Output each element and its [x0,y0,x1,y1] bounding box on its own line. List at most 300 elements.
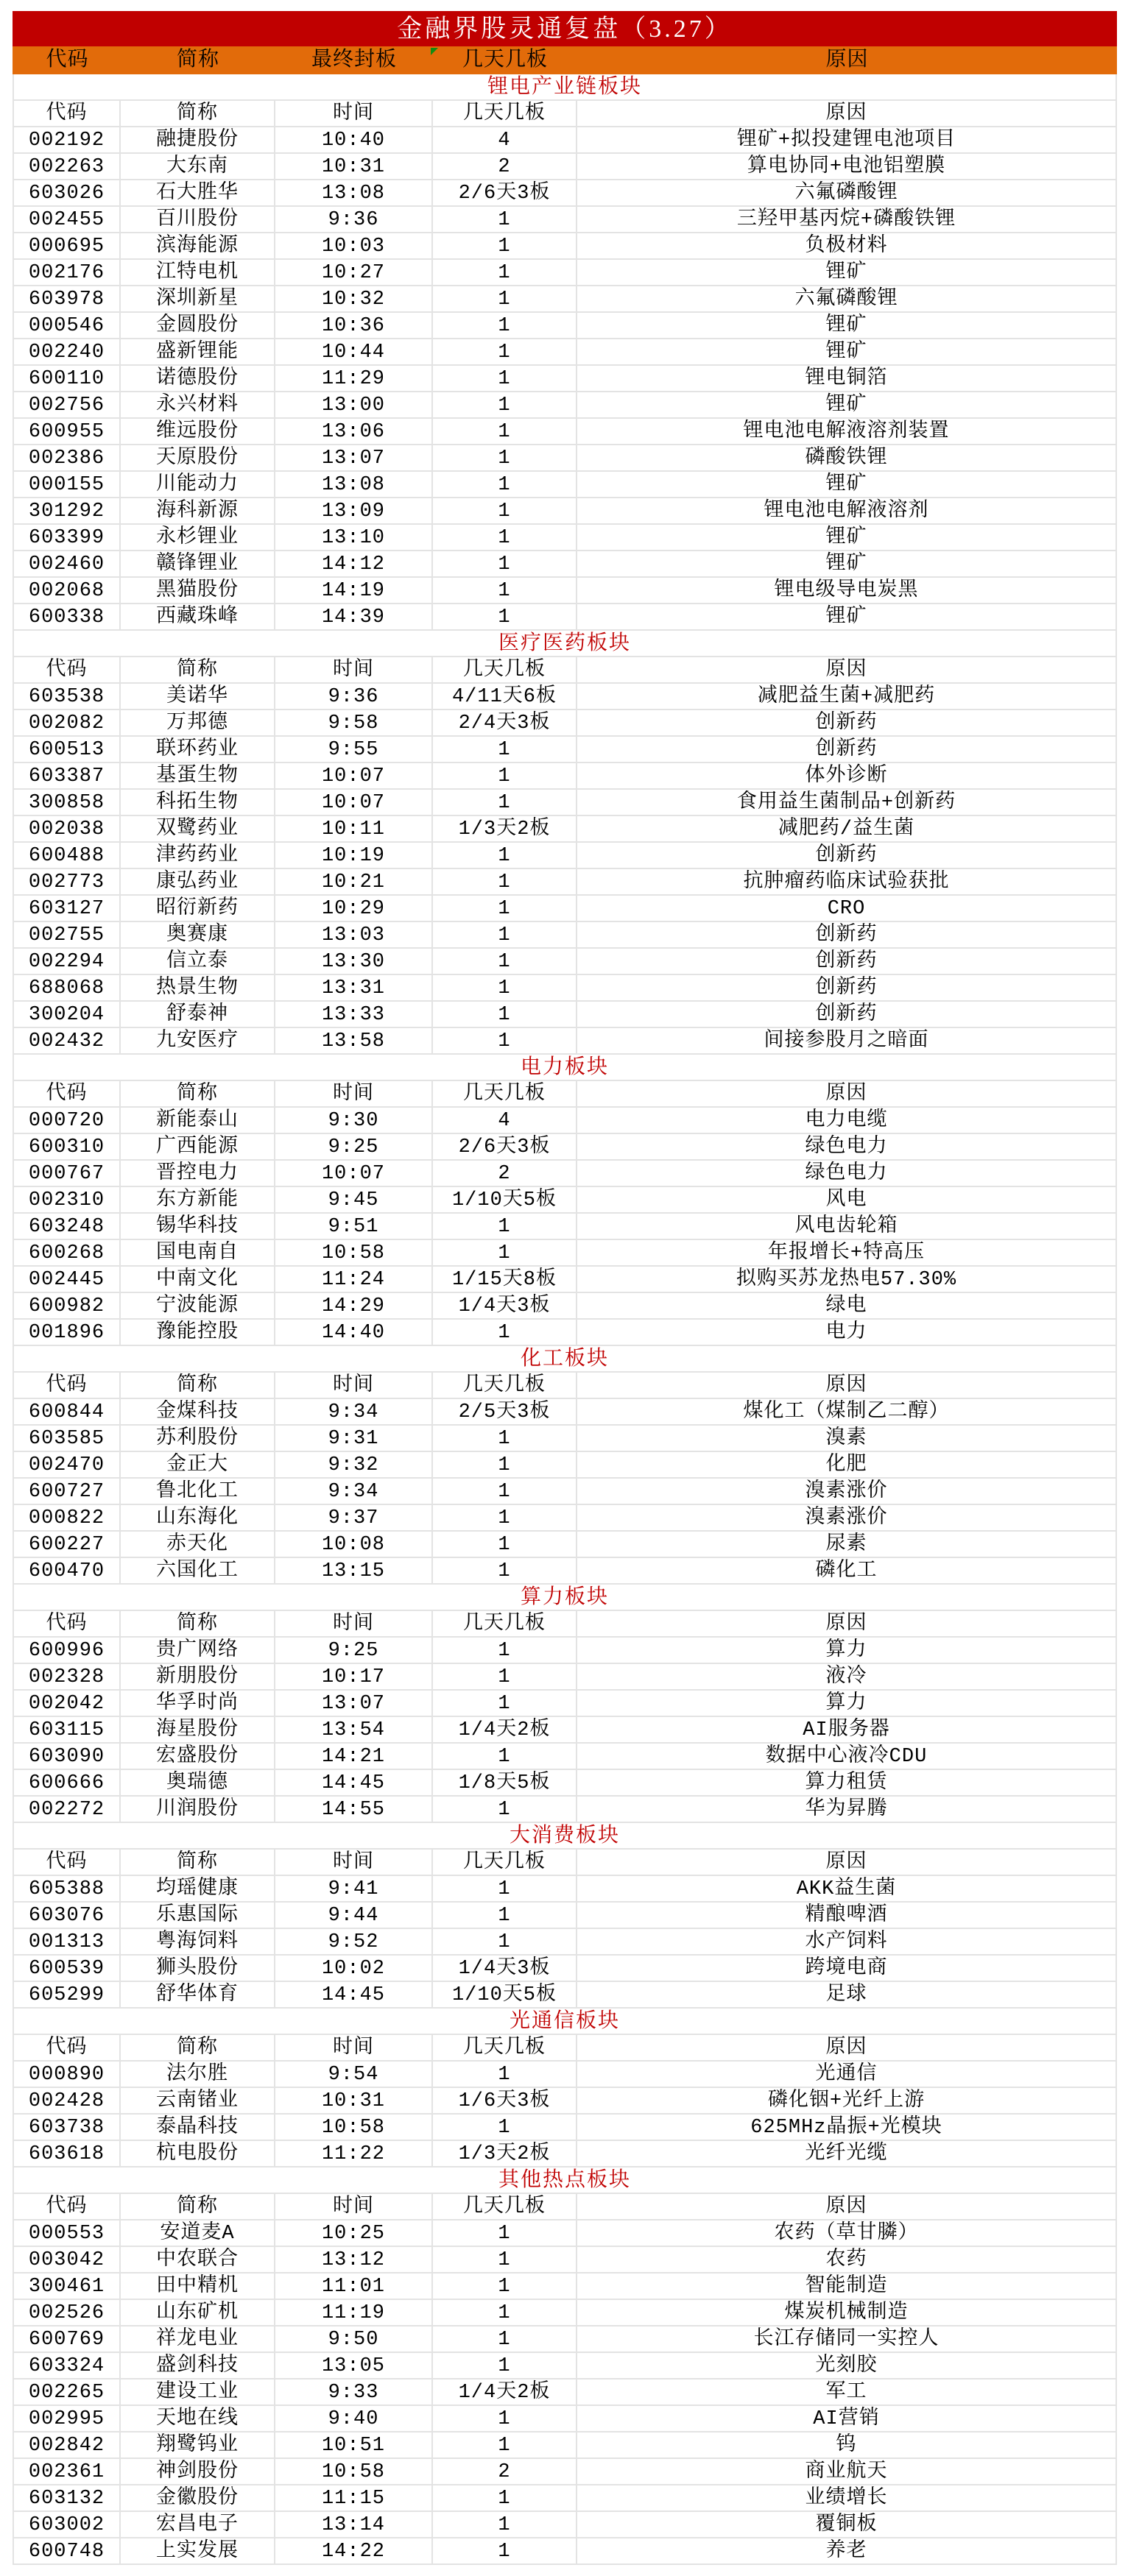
col-header-code: 代码 [14,1373,121,1398]
cell-time: 9:36 [275,684,433,709]
cell-code: 300858 [14,790,121,815]
main-header-final-seal-time: 最终封板 [311,49,397,72]
cell-days: 1 [433,2512,577,2537]
cell-code: 002176 [14,260,121,285]
cell-code: 600539 [14,1956,121,1981]
cell-code: 600748 [14,2538,121,2563]
cell-reason: 锂矿 [825,606,867,629]
cell-days: 1 [433,763,577,788]
section-power [14,1055,1115,1346]
cell-reason: AI服务器 [803,1719,890,1741]
cell-days: 1 [433,1876,577,1901]
section-optical-communication [14,2009,1115,2168]
cell-code: 002294 [14,949,121,974]
cell-code: 002272 [14,1797,121,1822]
cell-days: 4/11天6板 [433,684,577,709]
cell-days: 1 [433,2353,577,2378]
cell-days: 2/6天3板 [433,1134,577,1159]
cell-time: 10:40 [275,127,433,152]
cell-reason: 食用益生菌制品+创新药 [736,792,956,814]
cell-reason: 创新药 [815,845,878,867]
cell-days: 1 [433,1929,577,1954]
cell-name: 贵广网络 [121,1638,275,1663]
cell-days: 1/10天5板 [433,1982,577,2007]
table-row [14,2459,1115,2485]
cell-code: 002328 [14,1664,121,1689]
col-header-days: 几天几板 [433,1850,577,1875]
col-header-time: 时间 [275,1081,433,1106]
cell-name: 豫能控股 [121,1320,275,1345]
cell-reason: 六氟磷酸锂 [794,183,898,205]
table-row [14,2432,1115,2459]
cell-code: 002756 [14,392,121,417]
cell-reason: 覆铜板 [815,2514,878,2536]
cell-reason: 创新药 [815,712,878,735]
table-row [14,154,1115,180]
cell-code: 001313 [14,1929,121,1954]
cell-time: 10:44 [275,339,433,364]
cell-reason: 抗肿瘤药临床试验获批 [743,871,950,894]
table-row [14,1876,1115,1903]
cell-code: 603026 [14,180,121,205]
cell-name: 宏昌电子 [121,2512,275,2537]
cell-days: 1 [433,896,577,921]
cell-days: 1 [433,1240,577,1265]
column-header-row [14,1081,1115,1108]
cell-time: 9:41 [275,1876,433,1901]
col-header-reason: 原因 [825,659,867,682]
cell-time: 10:08 [275,1532,433,1557]
cell-name: 苏利股份 [121,1426,275,1451]
col-header-reason: 原因 [825,1613,867,1635]
main-header-reason: 原因 [825,49,869,72]
cell-reason: 锂矿 [825,553,867,576]
cell-reason: 电力 [825,1322,867,1344]
cell-name: 盛剑科技 [121,2353,275,2378]
cell-days: 1 [433,2300,577,2325]
cell-reason: 光通信 [815,2064,878,2086]
cell-time: 13:00 [275,392,433,417]
cell-code: 603115 [14,1717,121,1742]
cell-time: 11:19 [275,2300,433,2325]
cell-reason: 锂矿+拟投建锂电池项目 [736,130,956,152]
table-row [14,1187,1115,1214]
table-row [14,1479,1115,1505]
table-row [14,1744,1115,1770]
table-row [14,2088,1115,2115]
cell-reason: 溴素 [825,1428,867,1450]
table-row [14,1558,1115,1585]
cell-reason: 数据中心液冷CDU [765,1746,928,1768]
table-row [14,1929,1115,1956]
cell-name: 诺德股份 [121,366,275,391]
cell-reason: 溴素涨价 [805,1507,888,1529]
cell-reason: 锂电池电解液溶剂 [764,500,929,523]
cell-code: 603324 [14,2353,121,2378]
column-header-row [14,1850,1115,1876]
cell-name: 联环药业 [121,737,275,762]
cell-days: 1 [433,843,577,868]
cell-name: 法尔胜 [121,2062,275,2087]
cell-name: 六国化工 [121,1558,275,1583]
cell-name: 赤天化 [121,1532,275,1557]
cell-code: 605299 [14,1982,121,2007]
cell-reason: 锂矿 [825,342,867,364]
cell-code: 002995 [14,2406,121,2431]
table-row [14,2379,1115,2406]
table-row [14,1214,1115,1240]
table-row [14,472,1115,498]
cell-time: 13:12 [275,2247,433,2272]
cell-days: 1 [433,472,577,497]
cell-name: 天地在线 [121,2406,275,2431]
cell-time: 14:40 [275,1320,433,1345]
cell-days: 1/4天2板 [433,1717,577,1742]
col-header-code: 代码 [14,101,121,126]
cell-days: 1 [433,1028,577,1053]
cell-name: 乐惠国际 [121,1903,275,1928]
cell-time: 14:22 [275,2538,433,2563]
cell-reason: 锂矿 [825,474,867,496]
cell-name: 狮头股份 [121,1956,275,1981]
cell-reason: 锂电铜箔 [805,368,888,390]
cell-time: 10:29 [275,896,433,921]
col-header-name: 简称 [121,2035,275,2060]
cell-code: 603132 [14,2485,121,2510]
cell-name: 宁波能源 [121,1293,275,1318]
table-row [14,843,1115,869]
section-chemical [14,1346,1115,1585]
cell-code: 002755 [14,922,121,947]
section-lithium-battery [14,74,1115,631]
cell-days: 1 [433,2247,577,2272]
table-row [14,790,1115,816]
table-row [14,737,1115,763]
cell-time: 10:32 [275,286,433,311]
col-header-time: 时间 [275,1611,433,1636]
cell-name: 滨海能源 [121,233,275,258]
cell-days: 1 [433,1002,577,1027]
cell-time: 13:09 [275,498,433,523]
cell-days: 1 [433,1691,577,1716]
cell-code: 000553 [14,2221,121,2246]
cell-name: 国电南自 [121,1240,275,1265]
cell-code: 603387 [14,763,121,788]
main-header-code: 代码 [46,49,89,72]
cell-reason: 拟购买苏龙热电57.30% [736,1269,957,1291]
col-header-days: 几天几板 [433,1081,577,1106]
cell-time: 13:07 [275,445,433,470]
cell-days: 1 [433,551,577,576]
cell-time: 13:58 [275,1028,433,1053]
cell-days: 1 [433,1505,577,1530]
cell-days: 1 [433,1426,577,1451]
cell-code: 002038 [14,816,121,841]
cell-days: 1 [433,233,577,258]
cell-time: 9:36 [275,207,433,232]
cell-days: 1 [433,2221,577,2246]
cell-code: 002460 [14,551,121,576]
table-row [14,525,1115,551]
cell-days: 1 [433,1532,577,1557]
cell-days: 1 [433,2274,577,2299]
table-row [14,949,1115,975]
main-header-row [13,46,1117,74]
table-row [14,1770,1115,1797]
cell-time: 9:31 [275,1426,433,1451]
cell-days: 1/15天8板 [433,1267,577,1292]
cell-code: 002470 [14,1452,121,1477]
cell-name: 深圳新星 [121,286,275,311]
table-row [14,1267,1115,1293]
col-header-name: 简称 [121,1373,275,1398]
cell-code: 600227 [14,1532,121,1557]
cell-reason: 磷化工 [815,1560,878,1582]
cell-days: 1 [433,286,577,311]
cell-days: 1 [433,1744,577,1769]
cell-days: 1/3天2板 [433,816,577,841]
cell-code: 002386 [14,445,121,470]
main-header-days-boards: 几天几板 [462,49,548,72]
cell-name: 海科新源 [121,498,275,523]
cell-code: 600110 [14,366,121,391]
cell-days: 1 [433,869,577,894]
cell-days: 1 [433,2326,577,2352]
table-row [14,1664,1115,1691]
col-header-time: 时间 [275,1850,433,1875]
cell-time: 10:25 [275,2221,433,2246]
cell-code: 002265 [14,2379,121,2405]
cell-reason: 算电协同+电池铝塑膜 [747,156,946,178]
cell-reason: 六氟磷酸锂 [794,289,898,311]
cell-code: 002455 [14,207,121,232]
cell-days: 1 [433,1638,577,1663]
col-header-code: 代码 [14,1850,121,1875]
cell-time: 11:15 [275,2485,433,2510]
cell-time: 13:08 [275,472,433,497]
cell-time: 9:54 [275,2062,433,2087]
column-header-row [14,657,1115,684]
cell-days: 1 [433,922,577,947]
col-header-name: 简称 [121,101,275,126]
cell-time: 10:07 [275,790,433,815]
cell-code: 002240 [14,339,121,364]
cell-reason: 长江存储同一实控人 [753,2329,940,2351]
cell-code: 000155 [14,472,121,497]
col-header-days: 几天几板 [433,101,577,126]
cell-time: 11:01 [275,2274,433,2299]
cell-name: 田中精机 [121,2274,275,2299]
cell-reason: 军工 [825,2382,867,2404]
table-row [14,2406,1115,2432]
cell-time: 14:29 [275,1293,433,1318]
col-header-days: 几天几板 [433,1611,577,1636]
cell-days: 1/3天2板 [433,2141,577,2166]
cell-code: 600338 [14,604,121,629]
cell-code: 002445 [14,1267,121,1292]
cell-time: 13:08 [275,180,433,205]
cell-code: 300204 [14,1002,121,1027]
col-header-name: 简称 [121,1611,275,1636]
cell-reason: 养老 [825,2541,867,2563]
section-computing-power [14,1585,1115,1823]
col-header-code: 代码 [14,1611,121,1636]
table-row [14,1452,1115,1479]
cell-time: 10:19 [275,843,433,868]
table-row [14,1108,1115,1134]
table-row [14,498,1115,525]
cell-time: 9:44 [275,1903,433,1928]
cell-code: 002773 [14,869,121,894]
cell-code: 300461 [14,2274,121,2299]
cell-code: 600268 [14,1240,121,1265]
table-row [14,2512,1115,2538]
col-header-days: 几天几板 [433,2194,577,2219]
col-header-reason: 原因 [825,2196,867,2218]
table-row [14,339,1115,366]
cell-reason: 减肥药/益生菌 [778,818,915,841]
cell-name: 融捷股份 [121,127,275,152]
cell-code: 600488 [14,843,121,868]
cell-reason: 锂矿 [825,527,867,549]
col-header-time: 时间 [275,657,433,682]
cell-days: 1/4天3板 [433,1293,577,1318]
cell-name: 石大胜华 [121,180,275,205]
cell-code: 301292 [14,498,121,523]
cell-name: 新朋股份 [121,1664,275,1689]
cell-time: 9:30 [275,1108,433,1133]
cell-code: 600844 [14,1399,121,1424]
cell-code: 600727 [14,1479,121,1504]
cell-days: 1 [433,339,577,364]
cell-time: 10:07 [275,1161,433,1186]
cell-code: 000546 [14,313,121,338]
table-row [14,233,1115,260]
cell-reason: 绿色电力 [805,1163,888,1185]
cell-name: 山东矿机 [121,2300,275,2325]
table-row [14,578,1115,604]
cell-reason: 磷酸铁锂 [805,447,888,470]
cell-reason: 风电齿轮箱 [794,1216,898,1238]
cell-reason: 算力 [825,1693,867,1715]
cell-time: 14:21 [275,1744,433,1769]
cell-reason: 农药（草甘膦） [774,2223,919,2245]
cell-time: 10:58 [275,1240,433,1265]
cell-days: 1 [433,419,577,444]
cell-days: 1/6天3板 [433,2088,577,2113]
cell-reason: 光纤光缆 [805,2143,888,2165]
section-title: 电力板块 [14,1055,1115,1081]
cell-time: 13:54 [275,1717,433,1742]
table-row [14,2115,1115,2141]
table-row [14,763,1115,790]
table-row [14,1903,1115,1929]
cell-days: 1 [433,2062,577,2087]
cell-name: 海星股份 [121,1717,275,1742]
cell-name: 新能泰山 [121,1108,275,1133]
cell-days: 1 [433,790,577,815]
col-header-days: 几天几板 [433,2035,577,2060]
cell-reason: CRO [827,898,866,920]
cell-days: 1 [433,366,577,391]
cell-name: 宏盛股份 [121,1744,275,1769]
table-row [14,1982,1115,2009]
cell-reason: 创新药 [815,951,878,973]
cell-name: 云南锗业 [121,2088,275,2113]
cell-time: 10:58 [275,2459,433,2484]
cell-time: 10:02 [275,1956,433,1981]
cell-code: 605388 [14,1876,121,1901]
cell-time: 13:15 [275,1558,433,1583]
cell-code: 603002 [14,2512,121,2537]
cell-days: 2 [433,2459,577,2484]
table-row [14,260,1115,286]
cell-time: 13:33 [275,1002,433,1027]
cell-code: 603127 [14,896,121,921]
col-header-reason: 原因 [825,1083,867,1105]
cell-name: 江特电机 [121,260,275,285]
cell-name: 安道麦A [121,2221,275,2246]
cell-time: 9:32 [275,1452,433,1477]
section-other-hot-topics [14,2168,1115,2565]
table-row [14,286,1115,313]
cell-days: 2 [433,1161,577,1186]
section-title: 其他热点板块 [14,2168,1115,2194]
cell-reason: 减肥益生菌+减肥药 [757,686,936,708]
col-header-time: 时间 [275,1373,433,1398]
cell-name: 百川股份 [121,207,275,232]
cell-name: 美诺华 [121,684,275,709]
cell-reason: 钨 [836,2435,857,2457]
cell-time: 9:25 [275,1638,433,1663]
cell-days: 1 [433,2115,577,2140]
col-header-name: 简称 [121,657,275,682]
cell-time: 9:33 [275,2379,433,2405]
col-header-reason: 原因 [825,1375,867,1397]
cell-time: 9:37 [275,1505,433,1530]
col-header-code: 代码 [14,1081,121,1106]
cell-code: 600982 [14,1293,121,1318]
table-row [14,710,1115,737]
cell-name: 泰晶科技 [121,2115,275,2140]
green-triangle-indicator-icon [431,48,438,55]
cell-code: 002263 [14,154,121,179]
column-header-row [14,2194,1115,2221]
cell-time: 10:03 [275,233,433,258]
cell-name: 热景生物 [121,975,275,1000]
section-title: 化工板块 [14,1346,1115,1373]
cell-reason: 创新药 [815,924,878,946]
cell-time: 10:31 [275,154,433,179]
cell-reason: 创新药 [815,739,878,761]
cell-days: 2/5天3板 [433,1399,577,1424]
cell-days: 4 [433,1108,577,1133]
table-row [14,2538,1115,2565]
cell-time: 10:11 [275,816,433,841]
cell-reason: 煤化工（煤制乙二醇） [743,1401,950,1423]
column-header-row [14,1373,1115,1399]
table-row [14,392,1115,419]
cell-name: 川润股份 [121,1797,275,1822]
cell-days: 1/10天5板 [433,1187,577,1212]
table-row [14,2353,1115,2379]
cell-days: 1 [433,1479,577,1504]
cell-code: 600955 [14,419,121,444]
cell-time: 11:24 [275,1267,433,1292]
cell-code: 002428 [14,2088,121,2113]
cell-time: 10:36 [275,313,433,338]
cell-reason: 负极材料 [805,236,888,258]
